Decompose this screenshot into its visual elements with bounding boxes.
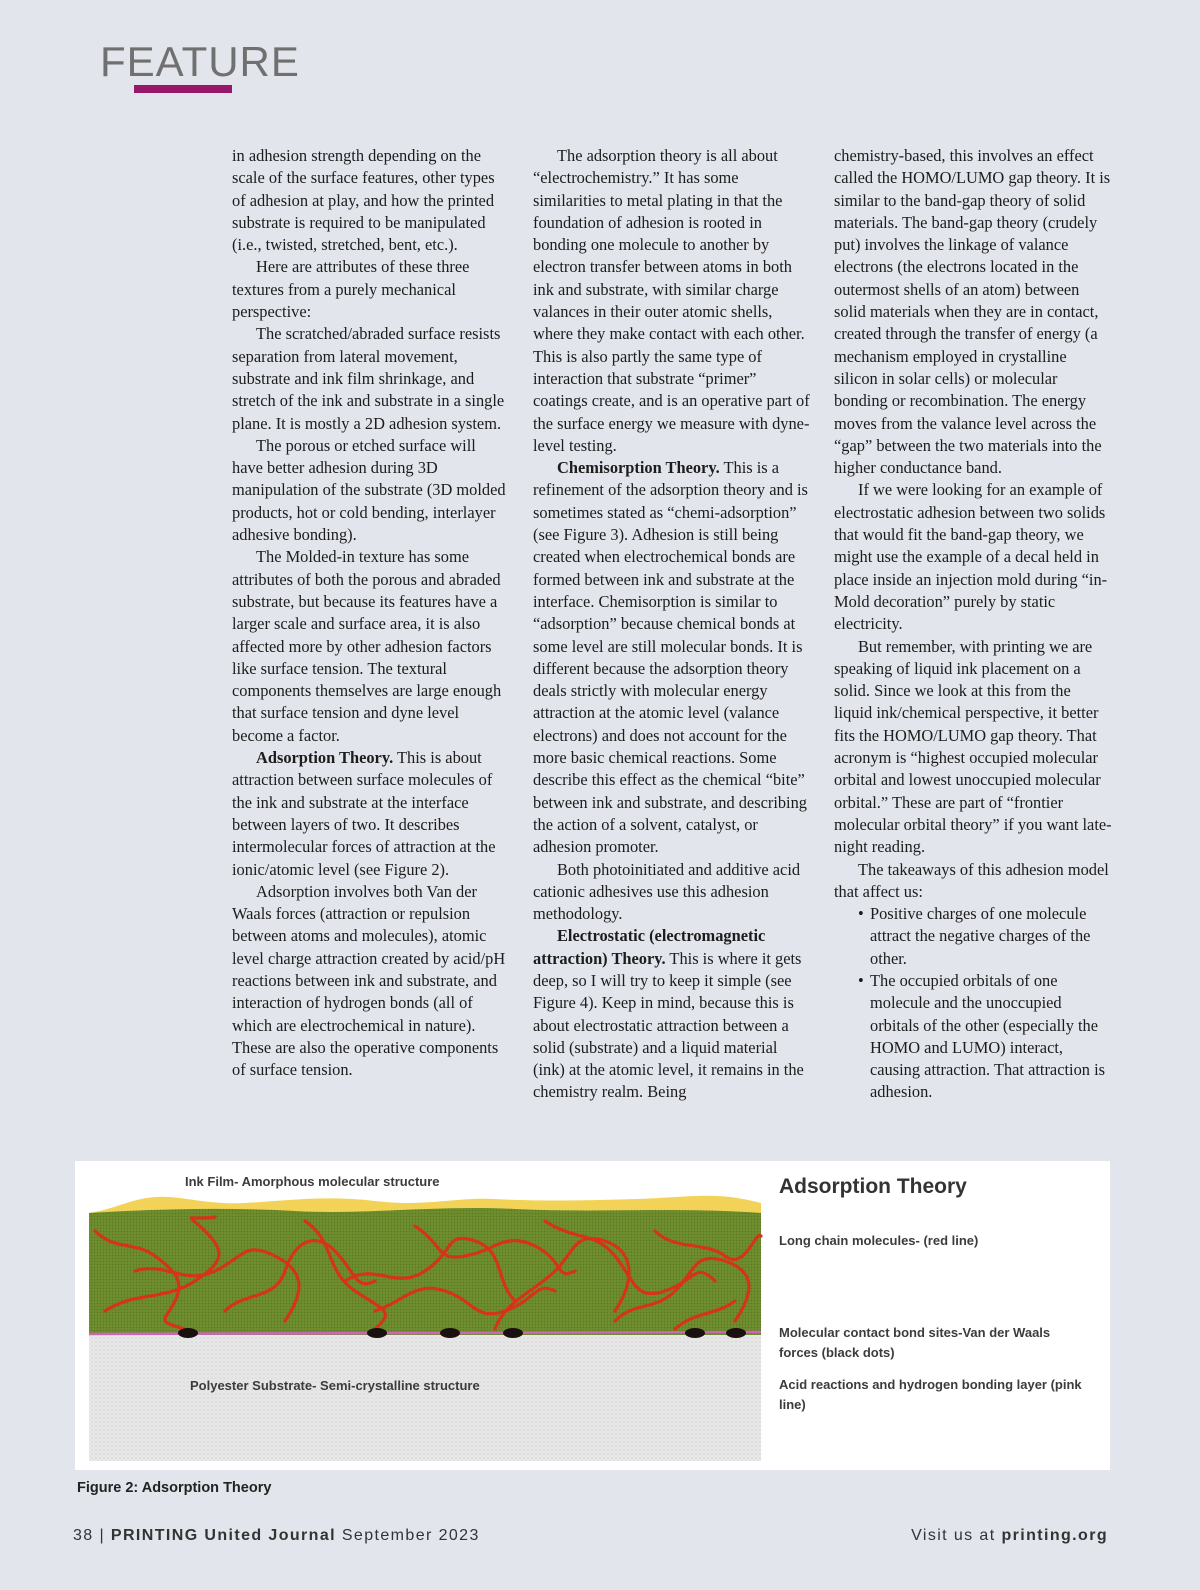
paragraph <box>533 925 810 1103</box>
list-item: • The occupied orbitals of one molecule and the unoccupied orbitals of the other (especially the HOMO and LUMO) interact, causing attraction. That attraction is adhesion. <box>858 970 1112 1104</box>
paragraph: If we were looking for an example of electrostatic adhesion between two solids that would fit the band-gap theory, we might use the example of a decal held in place inside an injection mold during “in-Mold decoration” purely by static electricity. <box>834 480 1108 634</box>
list-item: • Positive charges of one molecule attract the negative charges of the other. <box>858 903 1112 970</box>
figure-caption: Figure 2: Adsorption Theory <box>77 1480 272 1496</box>
paragraph <box>533 457 810 858</box>
paragraph: The adsorption theory is all about “electrochemistry.” It has some similarities to metal plating in that the foundation of adhesion is rooted in bonding one molecule to another by electron transfer between atoms in both ink and substrate, with similar charge valances in their outer atomic shells, where they make contact with each other. This is also partly the same type of interaction that substrate “primer” coatings create, and is an operative part of the surface energy we measure with dyne-level testing. <box>533 146 810 455</box>
paragraph-text: This is about attraction between surface molecules of the ink and substrate at the interface between layers of two. It describes intermolecular forces of attraction at the ionic/atomic level (see Figure 2). <box>232 748 496 879</box>
paragraph <box>232 747 507 881</box>
footer-website <box>911 1527 1108 1545</box>
paragraph-text: This is a refinement of the adsorption theory and is sometimes stated as “chemi-adsorption” (see Figure 3). Adhesion is still being created when electrochemical bonds are formed between ink and substrate at the interface. Chemisorption is similar to “adsorption” because chemical bonds at some level are still molecular bonds. It is different because the adsorption theory deals strictly with molecular energy attraction at the atomic level (valance electrons) and does not account for the more basic chemical reactions. Some describe this effect as the chemical “bite” between ink and substrate, and describing the action of a solvent, catalyst, or adhesion promoter. <box>533 458 808 857</box>
substrate-label: Polyester Substrate- Semi-crystalline structure <box>190 1378 480 1393</box>
figure-title: Adsorption Theory <box>779 1175 967 1198</box>
paragraph: The porous or etched surface will have better adhesion during 3D manipulation of the substrate (3D molded products, hot or cold bending, interlayer adhesive bonding). <box>232 435 506 545</box>
paragraph: The scratched/abraded surface resists separation from lateral movement, substrate and ink film shrinkage, and stretch of the ink and substrate in a single plane. It is mostly a 2D adhesion system. <box>232 324 505 433</box>
paragraph-text: This is where it gets deep, so I will try to keep it simple (see Figure 4). Keep in mind, because this is about electrostatic attraction between a solid (substrate) and a liquid material (ink) at the atomic level, it remains in the chemistry realm. Being <box>533 948 804 1102</box>
article-column-3 <box>834 145 1112 1104</box>
paragraph: The takeaways of this adhesion model that affect us: <box>834 859 1109 901</box>
paragraph: Both photoinitiated and additive acid cationic adhesives use this adhesion methodology. <box>533 859 801 924</box>
contact-sites-label: Molecular contact bond sites-Van der Waals forces (black dots) <box>779 1325 1051 1360</box>
adsorption-diagram <box>75 1161 1110 1470</box>
subhead-electrostatic: Electrostatic (electromagnetic attraction) Theory. <box>533 926 766 968</box>
paragraph: Here are attributes of these three textures from a purely mechanical perspective: <box>232 257 470 322</box>
page-number: 38 <box>73 1527 94 1544</box>
article-column-2 <box>533 145 810 1104</box>
journal-name: PRINTING United Journal <box>110 1527 336 1544</box>
section-label: FEATURE <box>100 38 300 85</box>
subhead-adsorption: Adsorption Theory. <box>256 748 394 768</box>
adsorption-figure <box>75 1161 1110 1470</box>
issue-date: September 2023 <box>341 1527 480 1544</box>
paragraph: The Molded-in texture has some attributes of both the porous and abraded substrate, but because its features have a larger scale and surface area, it is also affected more by other adhesion factors like surface tension. The textural components themselves are large enough that surface tension and dyne level become a factor. <box>232 547 502 745</box>
paragraph: Adsorption involves both Van der Waals forces (attraction or repulsion between atoms and molecules), atomic level charge attraction created by acid/pH reactions between ink and substrate, and interaction of hydrogen bonds (all of which are electrochemical in nature). These are also the operative components of surface tension. <box>232 881 506 1080</box>
section-rule <box>134 85 232 93</box>
paragraph: chemistry-based, this involves an effect called the HOMO/LUMO gap theory. It is similar to the band-gap theory of solid materials. The band-gap theory (crudely put) involves the linkage of valance electrons (the electrons located in the outermost shells of an atom) between solid materials when they are in contact, created through the transfer of energy (a mechanism employed in crystalline silicon in solar cells) or molecular bonding or recombination. The energy moves from the valance level across the “gap” between the two materials into the higher conductance band. <box>834 146 1111 478</box>
paragraph: But remember, with printing we are speaking of liquid ink placement on a solid. Since we look at this from the liquid ink/chemical perspective, it better fits the HOMO/LUMO gap theory. That acronym is “highest occupied molecular orbital and lowest unoccupied molecular orbital.” These are part of “frontier molecular orbital theory” if you want late-night reading. <box>834 636 1112 857</box>
takeaways-list <box>834 903 1112 1104</box>
acid-layer-label: Acid reactions and hydrogen bonding layer (pink line) <box>779 1377 1082 1412</box>
long-chain-label: Long chain molecules- (red line) <box>779 1233 979 1248</box>
footer-publication <box>73 1527 480 1545</box>
paragraph: in adhesion strength depending on the scale of the surface features, other types of adhesion at play, and how the printed substrate is required to be manipulated (i.e., twisted, stretched, bent, etc.). <box>232 146 495 255</box>
website-link[interactable]: printing.org <box>1001 1527 1108 1544</box>
subhead-chemisorption: Chemisorption Theory. <box>557 458 720 478</box>
article-column-1 <box>232 145 507 1081</box>
ink-film-label: Ink Film- Amorphous molecular structure <box>185 1174 440 1189</box>
visit-text: Visit us at <box>911 1527 996 1544</box>
footer-separator: | <box>99 1527 106 1544</box>
